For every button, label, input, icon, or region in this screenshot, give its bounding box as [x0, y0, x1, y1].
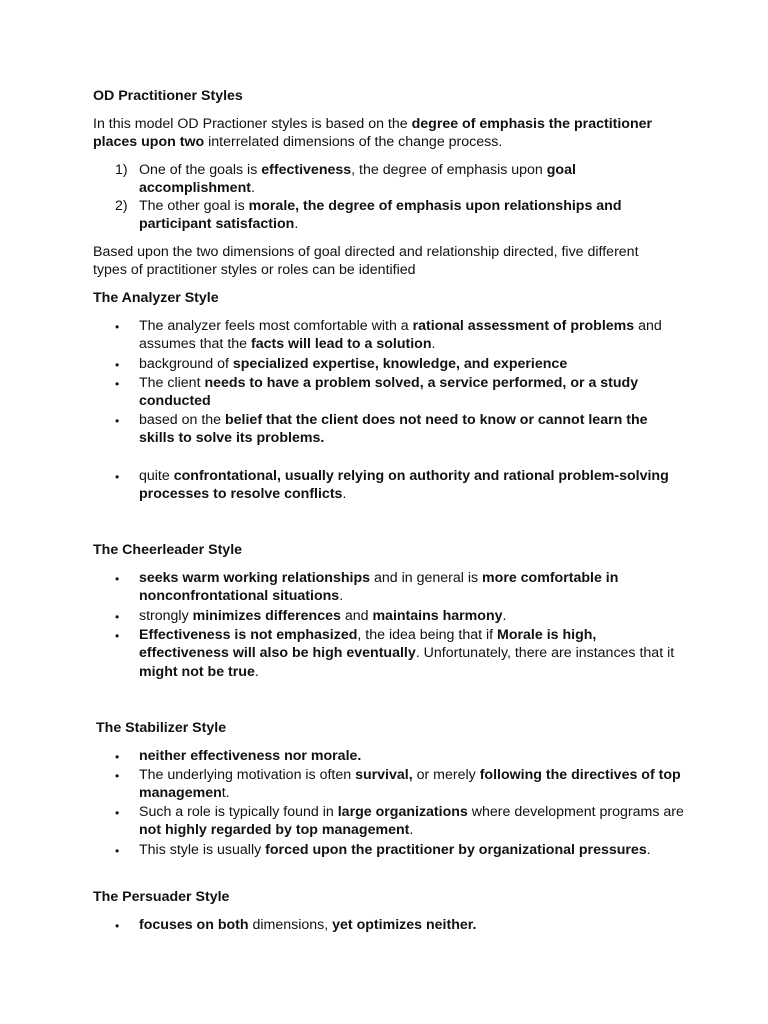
- section-heading-cheerleader: The Cheerleader Style: [93, 542, 243, 558]
- section-heading-stabilizer: The Stabilizer Style: [96, 720, 227, 736]
- bullet-icon: •: [115, 806, 120, 820]
- bullet-icon: •: [115, 414, 120, 428]
- bullet-icon: •: [115, 358, 120, 372]
- list-item: The underlying motivation is often survival, or merely following the directives of top management.: [139, 767, 681, 802]
- list-item: focuses on both dimensions, yet optimizes neither.: [139, 917, 477, 933]
- list-item: quite confrontational, usually relying on authority and rational problem-solving processes to resolve conflicts.: [139, 468, 669, 503]
- bullet-icon: •: [115, 572, 120, 586]
- page-title: OD Practitioner Styles: [93, 88, 243, 104]
- list-item: Effectiveness is not emphasized, the idea being that if Morale is high, effectiveness will also be high eventually. Unfortunately, there are instances that it might not be true.: [139, 627, 675, 680]
- list-item: background of specialized expertise, knowledge, and experience: [139, 356, 568, 372]
- list-item: This style is usually forced upon the practitioner by organizational pressures.: [139, 842, 651, 858]
- bullet-icon: •: [115, 377, 120, 391]
- bullet-icon: •: [115, 769, 120, 783]
- bullet-icon: •: [115, 320, 120, 334]
- list-item: strongly minimizes differences and maintains harmony.: [139, 608, 507, 624]
- goal-item: One of the goals is effectiveness, the degree of emphasis upon goal accomplishment.: [139, 162, 576, 197]
- goal-number: 2): [115, 198, 128, 214]
- bullet-icon: •: [115, 844, 120, 858]
- bullet-icon: •: [115, 610, 120, 624]
- list-item: based on the belief that the client does not need to know or cannot learn the skills to solve its problems.: [139, 412, 648, 447]
- goal-number: 1): [115, 162, 128, 178]
- dimensions-paragraph: Based upon the two dimensions of goal directed and relationship directed, five different types of practitioner styles or roles can be identified: [93, 244, 639, 279]
- bullet-icon: •: [115, 629, 120, 643]
- section-heading-persuader: The Persuader Style: [93, 889, 230, 905]
- goal-item: The other goal is morale, the degree of emphasis upon relationships and participant satisfaction.: [139, 198, 622, 233]
- list-item: The analyzer feels most comfortable with a rational assessment of problems and assumes that the facts will lead to a solution.: [139, 318, 662, 353]
- list-item: The client needs to have a problem solved, a service performed, or a study conducted: [139, 375, 639, 410]
- bullet-icon: •: [115, 470, 120, 484]
- list-item: seeks warm working relationships and in general is more comfortable in nonconfrontational situations.: [139, 570, 619, 605]
- intro-paragraph: In this model OD Practioner styles is based on the degree of emphasis the practitioner places upon two interrelated dimensions of the change process.: [93, 116, 653, 151]
- list-item: Such a role is typically found in large organizations where development programs are not highly regarded by top management.: [139, 804, 684, 839]
- section-heading-analyzer: The Analyzer Style: [93, 290, 219, 306]
- list-item: neither effectiveness nor morale.: [139, 748, 362, 764]
- bullet-icon: •: [115, 919, 120, 933]
- bullet-icon: •: [115, 750, 120, 764]
